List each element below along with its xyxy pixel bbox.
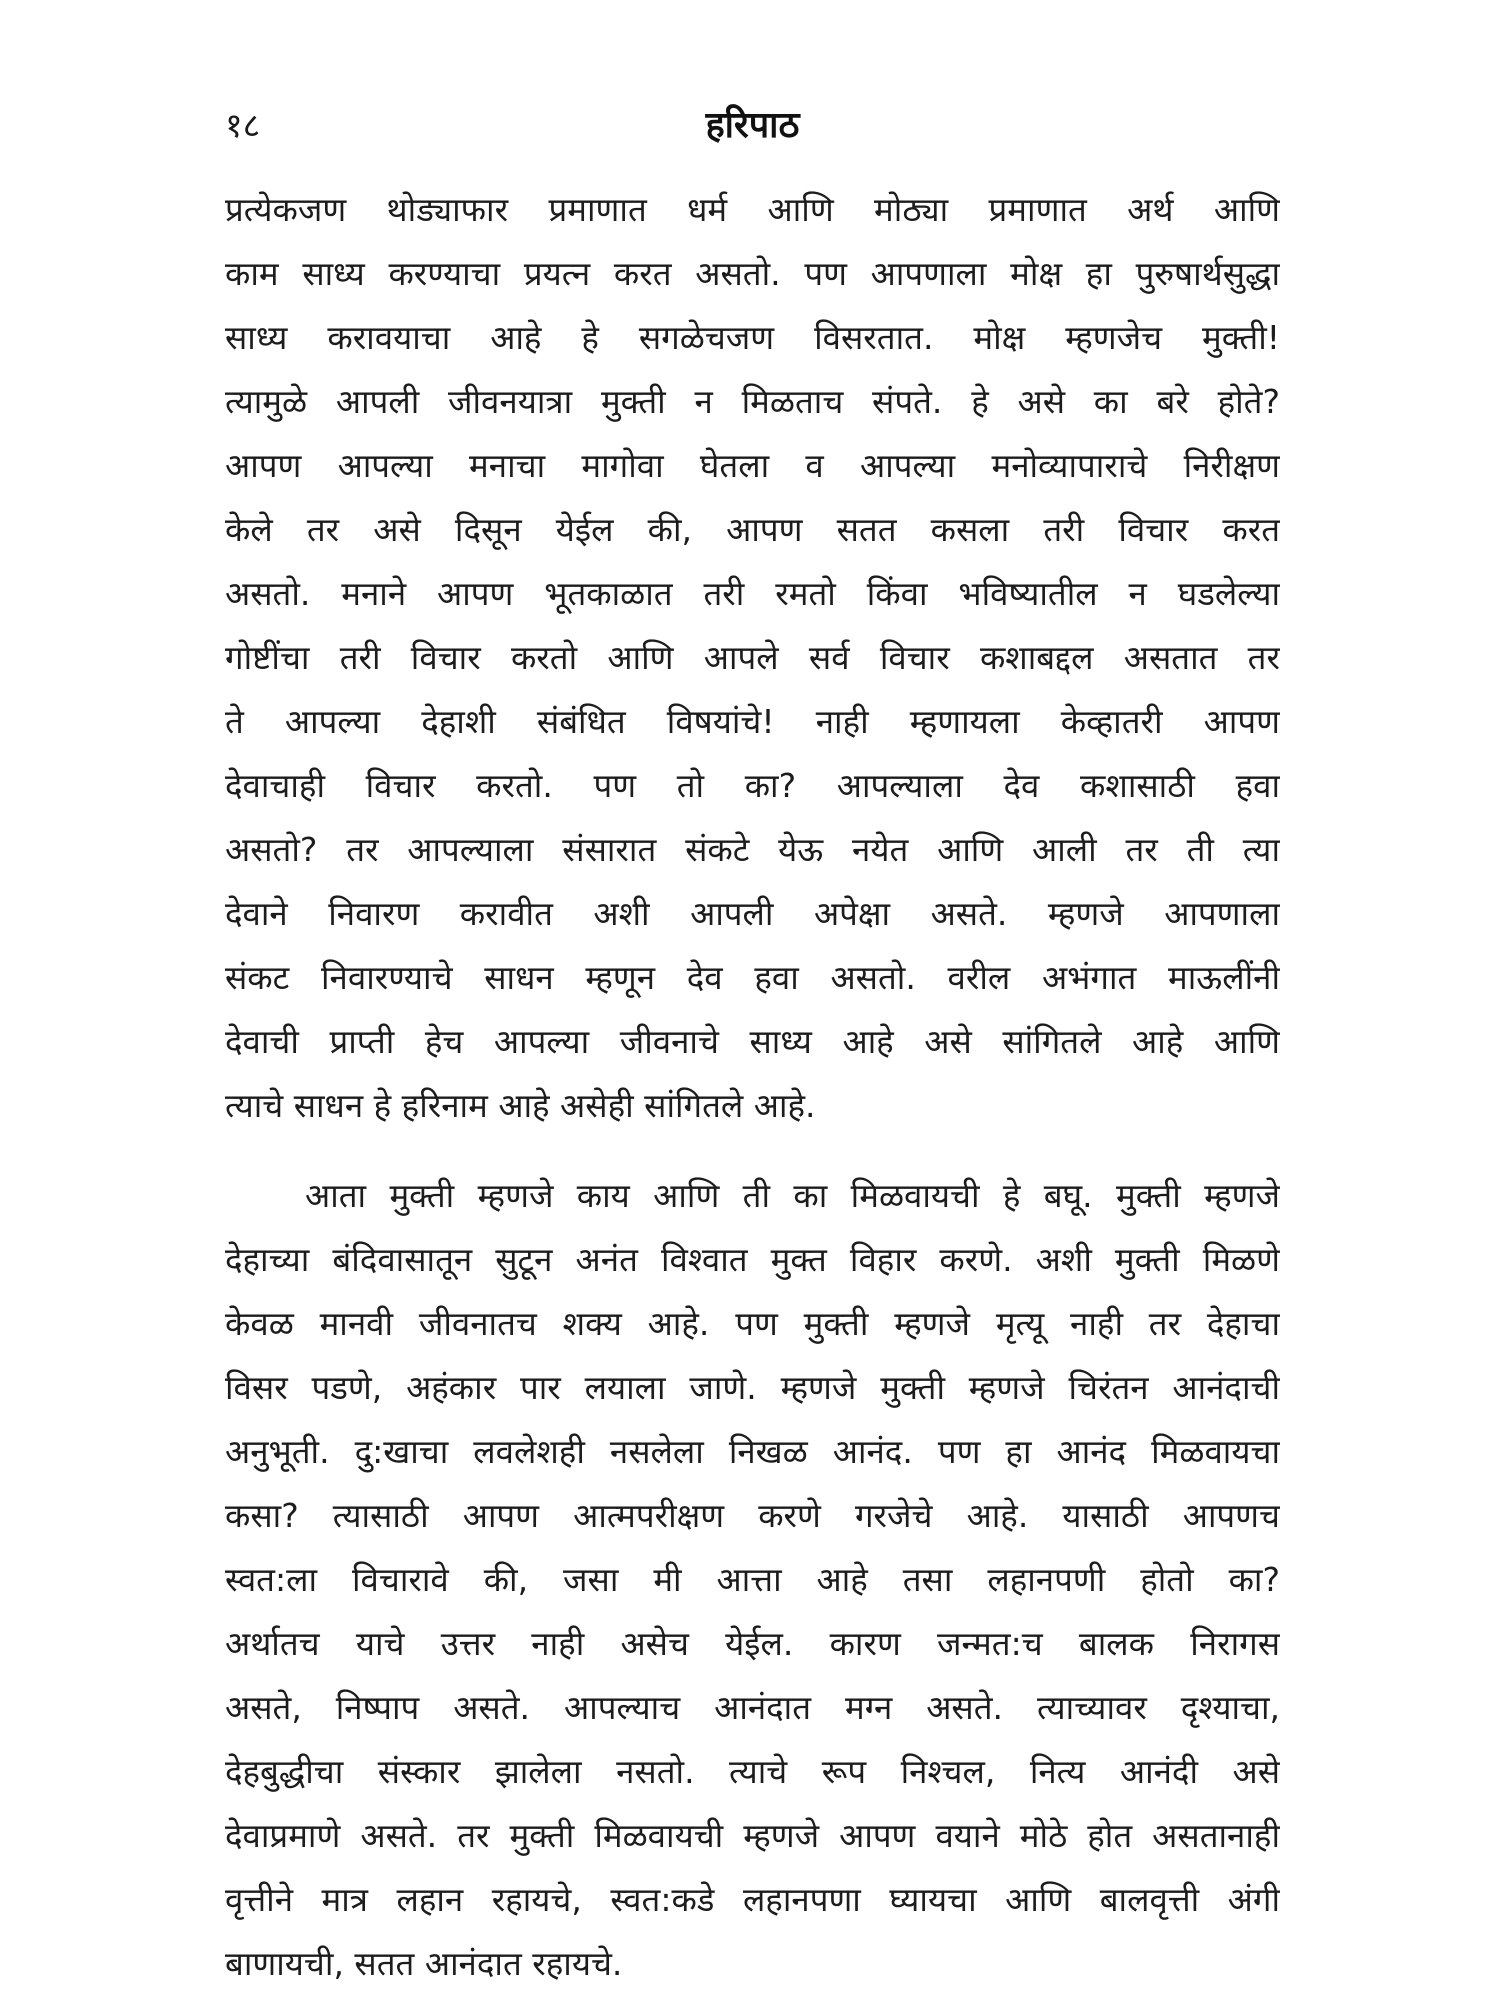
text-line: असतो? तर आपल्याला संसारात संकटे येऊ नयेत आणि आली तर ती त्या <box>225 830 1280 869</box>
paragraph-1 <box>225 178 1280 1138</box>
text-line: त्याचे साधन हे हरिनाम आहे असेही सांगितले आहे. <box>225 1086 816 1125</box>
text-line: वृत्तीने मात्र लहान रहायचे, स्वत:कडे लहानपणा घ्यायचा आणि बालवृत्ती अंगी <box>225 1880 1280 1919</box>
text-line: काम साध्य करण्याचा प्रयत्न करत असतो. पण आपणाला मोक्ष हा पुरुषार्थसुद्धा <box>225 254 1280 293</box>
text-line: देवाने निवारण करावीत अशी आपली अपेक्षा असते. म्हणजे आपणाला <box>225 894 1280 933</box>
text-line: देहाच्या बंदिवासातून सुटून अनंत विश्वात मुक्त विहार करणे. अशी मुक्ती मिळणे <box>225 1240 1280 1279</box>
text-line: आता मुक्ती म्हणजे काय आणि ती का मिळवायची हे बघू. मुक्ती म्हणजे <box>305 1176 1280 1215</box>
paragraph-2 <box>225 1164 1280 1996</box>
text-line: ते आपल्या देहाशी संबंधित विषयांचे! नाही म्हणायला केव्हातरी आपण <box>225 702 1280 741</box>
text-line: बाणायची, सतत आनंदात रहायचे. <box>225 1944 623 1983</box>
text-line: संकट निवारण्याचे साधन म्हणून देव हवा असतो. वरील अभंगात माऊलींनी <box>225 958 1280 997</box>
text-line: त्यामुळे आपली जीवनयात्रा मुक्ती न मिळताच संपते. हे असे का बरे होते? <box>225 382 1280 421</box>
page-number: १८ <box>225 106 261 146</box>
text-line: साध्य करावयाचा आहे हे सगळेचजण विसरतात. मोक्ष म्हणजेच मुक्ती! <box>225 318 1280 357</box>
text-line: आपण आपल्या मनाचा मागोवा घेतला व आपल्या मनोव्यापाराचे निरीक्षण <box>225 446 1280 485</box>
page-header <box>225 100 1280 160</box>
text-line: देवाचाही विचार करतो. पण तो का? आपल्याला देव कशासाठी हवा <box>225 766 1280 805</box>
text-line: केले तर असे दिसून येईल की, आपण सतत कसला तरी विचार करत <box>225 510 1280 549</box>
text-line: गोष्टींचा तरी विचार करतो आणि आपले सर्व विचार कशाबद्दल असतात तर <box>225 638 1280 677</box>
text-line: केवळ मानवी जीवनातच शक्य आहे. पण मुक्ती म्हणजे मृत्यू नाही तर देहाचा <box>225 1304 1280 1343</box>
text-line: असतो. मनाने आपण भूतकाळात तरी रमतो किंवा भविष्यातील न घडलेल्या <box>225 574 1280 613</box>
running-title: हरिपाठ <box>705 105 800 146</box>
text-line: स्वत:ला विचारावे की, जसा मी आत्ता आहे तसा लहानपणी होतो का? <box>225 1560 1280 1599</box>
text-line: देवाप्रमाणे असते. तर मुक्ती मिळवायची म्हणजे आपण वयाने मोठे होत असतानाही <box>225 1816 1280 1855</box>
body-text <box>225 178 1280 1996</box>
text-line: कसा? त्यासाठी आपण आत्मपरीक्षण करणे गरजेचे आहे. यासाठी आपणच <box>225 1496 1280 1535</box>
text-line: विसर पडणे, अहंकार पार लयाला जाणे. म्हणजे मुक्ती म्हणजे चिरंतन आनंदाची <box>225 1368 1280 1407</box>
text-line: अर्थातच याचे उत्तर नाही असेच येईल. कारण जन्मत:च बालक निरागस <box>225 1624 1280 1663</box>
text-line: अनुभूती. दु:खाचा लवलेशही नसलेला निखळ आनंद. पण हा आनंद मिळवायचा <box>225 1432 1280 1471</box>
text-line: असते, निष्पाप असते. आपल्याच आनंदात मग्न असते. त्याच्यावर दृश्याचा, <box>225 1688 1280 1727</box>
text-line: प्रत्येकजण थोड्याफार प्रमाणात धर्म आणि मोठ्या प्रमाणात अर्थ आणि <box>225 190 1280 229</box>
text-line: देहबुद्धीचा संस्कार झालेला नसतो. त्याचे रूप निश्चल, नित्य आनंदी असे <box>225 1752 1280 1791</box>
text-line: देवाची प्राप्ती हेच आपल्या जीवनाचे साध्य आहे असे सांगितले आहे आणि <box>225 1022 1280 1061</box>
